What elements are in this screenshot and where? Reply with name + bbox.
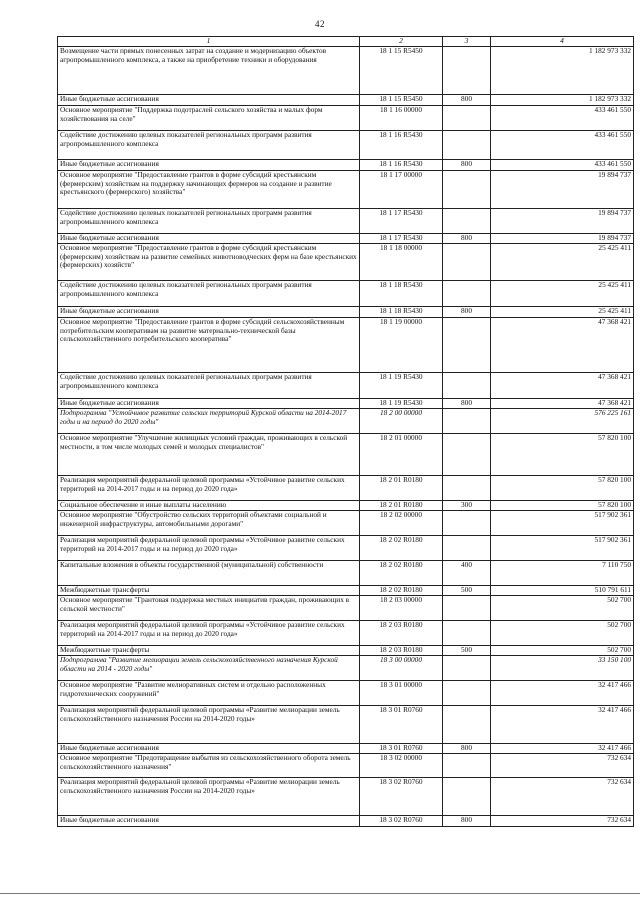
table-row [58,536,634,561]
row-name: Иные бюджетные ассигнования [58,95,360,106]
row-amount: 33 150 100 [491,656,634,681]
column-header-2: 2 [360,37,443,47]
row-expense-type [443,318,491,373]
column-header-3: 3 [443,37,491,47]
row-code: 18 3 01 R0760 [360,744,443,754]
row-name: Подпрограмма "Устойчивое развитие сельских территорий Курской области на 2014-2017 годы и на период до 2020 годы" [58,409,360,434]
row-code: 18 2 03 R0180 [360,646,443,656]
row-name: Межбюджетные трансферты [58,646,360,656]
row-code: 18 1 16 00000 [360,106,443,131]
row-amount: 517 902 361 [491,536,634,561]
row-code: 18 1 17 R5430 [360,209,443,234]
row-expense-type [443,656,491,681]
row-name: Основное мероприятие "Улучшение жилищных условий граждан, проживающих в сельской местности, в том числе молодых семей и молодых специалистов" [58,434,360,476]
row-amount: 57 820 100 [491,501,634,511]
row-expense-type [443,171,491,209]
row-expense-type [443,373,491,399]
column-header-1: 1 [58,37,360,47]
row-name: Иные бюджетные ассигнования [58,816,360,827]
row-expense-type [443,621,491,646]
row-code: 18 3 00 00000 [360,656,443,681]
row-name: Подпрограмма "Развитие мелиорации земель сельскохозяйственного назначения Курской области на 2014 - 2020 годы" [58,656,360,681]
row-name: Возмещение части прямых понесенных затрат на создание и модернизацию объектов агропромышленного комплекса, а также на приобретение техники и оборудования [58,47,360,95]
row-name: Межбюджетные трансферты [58,586,360,596]
row-amount: 502 700 [491,621,634,646]
row-expense-type [443,106,491,131]
row-name: Содействие достижению целевых показателей региональных программ развития агропромышленного комплекса [58,281,360,307]
column-number-row [58,37,634,47]
row-amount: 502 700 [491,646,634,656]
row-code: 18 2 01 R0180 [360,501,443,511]
table-body [58,47,634,827]
column-header-4: 4 [491,37,634,47]
row-name: Основное мероприятие "Обустройство сельских территорий объектами социальной и инженерной инфраструктуры, автомобильными дорогами" [58,511,360,536]
table-row [58,106,634,131]
row-amount: 433 461 550 [491,160,634,171]
row-code: 18 1 18 R5430 [360,307,443,318]
scan-edge-line [0,893,640,894]
row-code: 18 1 18 00000 [360,244,443,281]
table-row [58,621,634,646]
row-expense-type: 800 [443,307,491,318]
row-name: Содействие достижению целевых показателей региональных программ развития агропромышленного комплекса [58,131,360,160]
row-name: Реализация мероприятий федеральной целевой программы «Развитие мелиорации земель сельскохозяйственного назначения России на 2014-2020 годы» [58,706,360,744]
row-expense-type [443,281,491,307]
row-amount: 47 368 421 [491,373,634,399]
row-name: Социальное обеспечение и иные выплаты населению [58,501,360,511]
row-expense-type [443,511,491,536]
row-amount: 19 894 737 [491,209,634,234]
table-row [58,307,634,318]
row-name: Реализация мероприятий федеральной целевой программы «Устойчивое развитие сельских территорий на 2014-2017 годы и на период до 2020 года» [58,536,360,561]
table-row [58,95,634,106]
row-code: 18 2 01 R0180 [360,476,443,501]
row-code: 18 2 01 00000 [360,434,443,476]
table-row [58,816,634,827]
row-amount: 732 634 [491,778,634,816]
row-code: 18 3 01 R0760 [360,706,443,744]
row-expense-type [443,778,491,816]
row-code: 18 3 02 00000 [360,754,443,778]
row-code: 18 2 02 R0180 [360,586,443,596]
row-code: 18 1 19 R5430 [360,399,443,409]
row-expense-type: 800 [443,816,491,827]
row-amount: 19 894 737 [491,171,634,209]
row-expense-type: 800 [443,744,491,754]
table-row [58,209,634,234]
table-row [58,706,634,744]
table-row [58,171,634,209]
row-amount: 32 417 466 [491,744,634,754]
row-code: 18 1 16 R5430 [360,160,443,171]
row-expense-type: 800 [443,234,491,244]
row-amount: 576 225 161 [491,409,634,434]
row-expense-type: 300 [443,501,491,511]
row-name: Иные бюджетные ассигнования [58,744,360,754]
table-row [58,234,634,244]
row-amount: 19 894 737 [491,234,634,244]
row-amount: 47 368 421 [491,399,634,409]
row-code: 18 2 02 R0180 [360,561,443,586]
table-row [58,596,634,621]
row-code: 18 2 03 00000 [360,596,443,621]
row-expense-type [443,244,491,281]
row-expense-type: 500 [443,586,491,596]
row-expense-type: 800 [443,160,491,171]
row-code: 18 2 02 00000 [360,511,443,536]
table-row [58,244,634,281]
row-code: 18 1 15 R5450 [360,47,443,95]
row-amount: 25 425 411 [491,281,634,307]
row-expense-type [443,596,491,621]
table-row [58,399,634,409]
row-name: Основное мероприятие "Грантовая поддержка местных инициатив граждан, проживающих в сельской местности" [58,596,360,621]
table-row [58,778,634,816]
row-name: Реализация мероприятий федеральной целевой программы «Устойчивое развитие сельских территорий на 2014-2017 годы и на период до 2020 года» [58,476,360,501]
row-amount: 57 820 100 [491,476,634,501]
row-expense-type [443,47,491,95]
table-row [58,754,634,778]
row-amount: 1 182 973 332 [491,95,634,106]
row-code: 18 3 02 R0760 [360,816,443,827]
table-row [58,656,634,681]
table-row [58,586,634,596]
row-amount: 433 461 550 [491,106,634,131]
row-amount: 502 700 [491,596,634,621]
row-code: 18 3 01 00000 [360,681,443,706]
row-amount: 32 417 466 [491,681,634,706]
table-row [58,681,634,706]
table-row [58,318,634,373]
row-expense-type [443,209,491,234]
row-name: Основное мероприятие "Предоставление грантов в форме субсидий сельскохозяйственным потребительским кооперативам на развитие материально-технической базы сельскохозяйственного потребительского кооператива" [58,318,360,373]
row-code: 18 1 15 R5450 [360,95,443,106]
row-expense-type: 500 [443,646,491,656]
row-expense-type [443,131,491,160]
row-name: Иные бюджетные ассигнования [58,399,360,409]
row-name: Основное мероприятие "Предоставление грантов в форме субсидий крестьянским (фермерским) хозяйствам на развитие семейных животноводческих ферм на базе крестьянских (фермерских) хозяйств" [58,244,360,281]
row-name: Иные бюджетные ассигнования [58,234,360,244]
row-expense-type [443,754,491,778]
row-expense-type: 400 [443,561,491,586]
table-row [58,561,634,586]
row-code: 18 2 03 R0180 [360,621,443,646]
row-amount: 1 182 973 332 [491,47,634,95]
row-expense-type: 800 [443,399,491,409]
row-code: 18 1 17 R5430 [360,234,443,244]
row-amount: 7 110 750 [491,561,634,586]
row-name: Основное мероприятие "Предотвращение выбытия из сельскохозяйственного оборота земель сельскохозяйственного назначения" [58,754,360,778]
table-row [58,409,634,434]
row-expense-type: 800 [443,95,491,106]
row-expense-type [443,536,491,561]
row-amount: 732 634 [491,754,634,778]
table-row [58,160,634,171]
row-name: Основное мероприятие "Предоставление грантов в форме субсидий крестьянским (фермерским) хозяйствам на поддержку начинающих фермеров на создание и развитие крестьянского (фермерского) хозяйства" [58,171,360,209]
table-row [58,434,634,476]
row-name: Иные бюджетные ассигнования [58,307,360,318]
row-name: Содействие достижению целевых показателей региональных программ развития агропромышленного комплекса [58,373,360,399]
row-amount: 732 634 [491,816,634,827]
table-row [58,501,634,511]
row-amount: 32 417 466 [491,706,634,744]
row-code: 18 2 00 00000 [360,409,443,434]
row-code: 18 3 02 R0760 [360,778,443,816]
row-expense-type [443,476,491,501]
row-expense-type [443,434,491,476]
row-code: 18 1 19 00000 [360,318,443,373]
row-name: Основное мероприятие "Поддержка подотраслей сельского хозяйства и малых форм хозяйствования на селе" [58,106,360,131]
row-amount: 47 368 421 [491,318,634,373]
row-expense-type [443,409,491,434]
table-row [58,281,634,307]
row-name: Содействие достижению целевых показателей региональных программ развития агропромышленного комплекса [58,209,360,234]
table-row [58,646,634,656]
table-row [58,511,634,536]
row-name: Реализация мероприятий федеральной целевой программы «Устойчивое развитие сельских территорий на 2014-2017 годы и на период до 2020 года» [58,621,360,646]
row-expense-type [443,681,491,706]
row-amount: 25 425 411 [491,307,634,318]
row-code: 18 1 16 R5430 [360,131,443,160]
row-name: Иные бюджетные ассигнования [58,160,360,171]
row-code: 18 1 17 00000 [360,171,443,209]
table-row [58,476,634,501]
row-code: 18 2 02 R0180 [360,536,443,561]
row-amount: 517 902 361 [491,511,634,536]
row-amount: 25 425 411 [491,244,634,281]
row-amount: 433 461 550 [491,131,634,160]
table-row [58,47,634,95]
budget-table [57,36,634,827]
row-code: 18 1 18 R5430 [360,281,443,307]
row-amount: 57 820 100 [491,434,634,476]
table-row [58,131,634,160]
row-expense-type [443,706,491,744]
page-number: 42 [315,19,325,29]
row-amount: 510 791 611 [491,586,634,596]
row-name: Основное мероприятие "Развитие мелиоративных систем и отдельно расположенных гидротехнических сооружений" [58,681,360,706]
table-row [58,744,634,754]
row-name: Реализация мероприятий федеральной целевой программы «Развитие мелиорации земель сельскохозяйственного назначения России на 2014-2020 годы» [58,778,360,816]
row-name: Капитальные вложения в объекты государственной (муниципальной) собственности [58,561,360,586]
table-row [58,373,634,399]
row-code: 18 1 19 R5430 [360,373,443,399]
